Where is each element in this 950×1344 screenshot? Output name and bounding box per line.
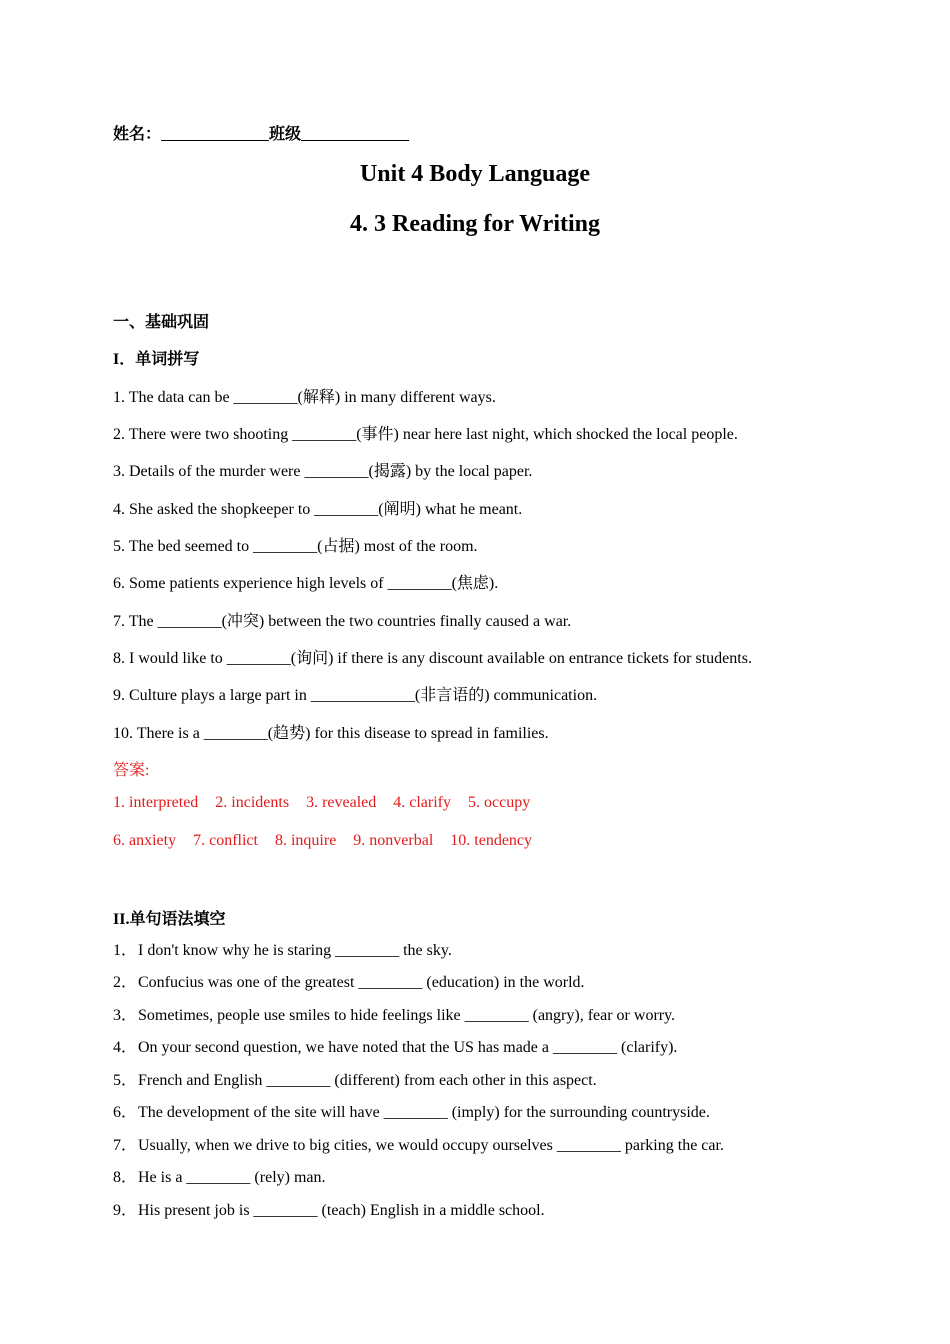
grammar-item <box>113 1132 724 1155</box>
answers-row-1 <box>113 794 543 812</box>
grammar-item-number: 8． <box>113 1169 138 1186</box>
grammar-item <box>113 1067 597 1090</box>
grammar-item-text: French and English ________ (different) from each other in this aspect. <box>138 1072 597 1089</box>
answers-row-2 <box>113 832 545 850</box>
spelling-item: 6. Some patients experience high levels of ________(焦虑). <box>113 575 499 592</box>
answer-label: 答案: <box>113 762 150 779</box>
grammar-item-number: 3． <box>113 1007 138 1024</box>
answer-item: 9. nonverbal <box>353 832 434 849</box>
answer-item: 8. inquire <box>274 832 337 849</box>
answer-item: 6. anxiety <box>113 832 177 849</box>
class-label: 班级 <box>269 126 302 143</box>
grammar-item <box>113 1002 675 1025</box>
spelling-item: 5. The bed seemed to ________(占据) most of the room. <box>113 538 478 555</box>
grammar-item-text: Usually, when we drive to big cities, we would occupy ourselves ________ parking the car. <box>138 1137 724 1154</box>
spelling-item: 8. I would like to ________(询问) if there is any discount available on entrance tickets for students. <box>113 650 752 667</box>
answer-item: 2. incidents <box>215 794 290 811</box>
grammar-item-number: 7． <box>113 1137 138 1154</box>
section2-title: II.单句语法填空 <box>113 911 226 928</box>
name-class-row <box>113 121 409 144</box>
grammar-item <box>113 1164 326 1187</box>
grammar-item-text: Confucius was one of the greatest ________ (education) in the world. <box>138 974 585 991</box>
spelling-item: 4. She asked the shopkeeper to ________(阐明) what he meant. <box>113 501 523 518</box>
grammar-item-text: I don't know why he is staring ________ the sky. <box>138 942 452 959</box>
spelling-item: 10. There is a ________(趋势) for this disease to spread in families. <box>113 725 549 742</box>
unit-title: Unit 4 Body Language <box>359 161 591 187</box>
name-blank <box>161 124 269 141</box>
grammar-item-text: The development of the site will have ________ (imply) for the surrounding countryside. <box>138 1104 710 1121</box>
grammar-item-text: His present job is ________ (teach) English in a middle school. <box>138 1202 545 1219</box>
part1-title: I．单词拼写 <box>113 351 200 368</box>
grammar-item <box>113 1034 677 1057</box>
answer-item: 1. interpreted <box>113 794 199 811</box>
grammar-item-number: 4． <box>113 1039 138 1056</box>
grammar-item-number: 5． <box>113 1072 138 1089</box>
class-blank <box>301 124 409 141</box>
grammar-item-text: On your second question, we have noted that the US has made a ________ (clarify). <box>138 1039 678 1056</box>
grammar-item <box>113 937 452 960</box>
answer-item: 7. conflict <box>193 832 258 849</box>
spelling-item: 2. There were two shooting ________(事件) near here last night, which shocked the local people. <box>113 426 738 443</box>
answer-item: 5. occupy <box>468 794 531 811</box>
grammar-item-number: 1． <box>113 942 138 959</box>
answer-item: 4. clarify <box>393 794 451 811</box>
grammar-item-number: 6． <box>113 1104 138 1121</box>
lesson-title: 4. 3 Reading for Writing <box>349 211 601 237</box>
grammar-item-text: Sometimes, people use smiles to hide feelings like ________ (angry), fear or worry. <box>138 1007 676 1024</box>
grammar-item-number: 9． <box>113 1202 138 1219</box>
grammar-item <box>113 1099 710 1122</box>
spelling-item: 3. Details of the murder were ________(揭露) by the local paper. <box>113 463 533 480</box>
spelling-item: 1. The data can be ________(解释) in many different ways. <box>113 389 496 406</box>
answer-item: 3. revealed <box>306 794 377 811</box>
name-label: 姓名： <box>113 126 162 143</box>
grammar-item-text: He is a ________ (rely) man. <box>138 1169 326 1186</box>
section1-title: 一、基础巩固 <box>113 314 210 331</box>
spelling-item: 7. The ________(冲突) between the two countries finally caused a war. <box>113 613 572 630</box>
spelling-item: 9. Culture plays a large part in _____________(非言语的) communication. <box>113 687 598 704</box>
grammar-item <box>113 969 585 992</box>
grammar-item <box>113 1197 545 1220</box>
answer-item: 10. tendency <box>450 832 533 849</box>
grammar-item-number: 2． <box>113 974 138 991</box>
